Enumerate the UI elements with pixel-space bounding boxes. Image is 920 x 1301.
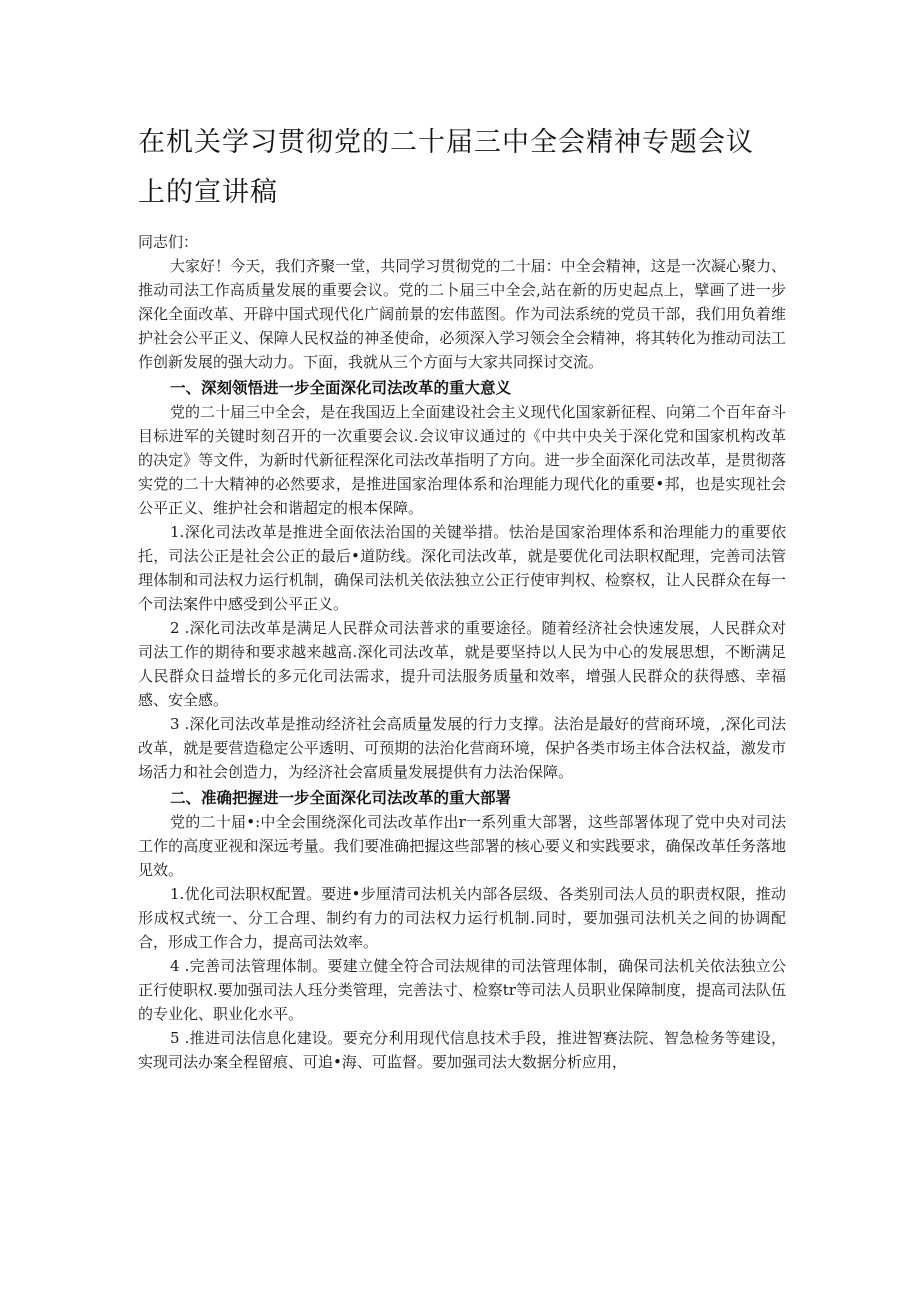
- section-2-item-3: 5 .推进司法信息化建设。要充分利用现代信息技术手段，推进智赛法院、智急检务等建设，实现司法办案全程留痕、可追•海、可监督。要加强司法大数据分析应用，: [138, 1029, 786, 1071]
- section-2-paragraph: 党的二十届•:中全会围绕深化司法改革作出r一系列重大部署，这些部署体现了党中央对司法工作的高度亚视和深远考量。我们要准确把握这些部署的核心要义和实践要求，确保改革任务落地见效。: [138, 813, 786, 879]
- document-title: 在机关学习贯彻党的二十届三中全会精神专题会议上的宣讲稿: [138, 127, 754, 208]
- section-2-item-1: 1.优化司法职权配置。要进•步厘清司法机关内部各层级、各类别司法人员的职责权限，推动形成权式统一、分工合理、制约有力的司法权力运行机制.同时，要加强司法机关之间的协调配合，形成工作合力，提高司法效率。: [138, 885, 786, 951]
- section-1-item-1: 1.深化司法改革是推进全面依法治国的关键举措。怯治是国家治理体系和治理能力的重要依托，司法公正是社会公正的最后•道防线。深化司法改革，就是要优化司法职权配理，完善司法管理体制和司法权力运行机制，确保司法机关依法独立公正行使审判权、检察权，让人民群众在每一个司法案件中感受到公平正义。: [138, 523, 786, 613]
- salutation: 同志们：: [138, 233, 199, 251]
- section-1-paragraph: 党的二十届三中全会，是在我国迈上全面建设社会主义现代化国家新征程、向第二个百年奋斗目标进军的关键时刻召开的一次重要会议.会议审议通过的《中共中央关于深化党和国家机构改革的决定》等文件，为新时代新征程深化司法改革指明了方向。进一步全面深化司法改革，是贯彻落实党的二十大精神的必然要求，是推进国家治理体系和治理能力现代化的重要•邦，也是实现社会公平正义、维护社会和谐超定的根本保障。: [138, 403, 786, 517]
- section-2-item-2: 4 .完善司法管理体制。要建立健全符合司法规律的司法管理体制，确保司法机关依法独立公正行使职权.要加强司法人珏分类管理，完善法寸、检察tr等司法人员职业保障制度，提高司法队伍的专业化、职业化水平。: [138, 957, 786, 1023]
- section-1-item-2: 2 .深化司法改革是满足人民群众司法普求的重要途径。随着经济社会快速发展，人民群众对司法工作的期待和要求越来越高.深化司法改革，就是要坚持以人民为中心的发展思想，不断满足人民群众日益增长的多元化司法需求，提升司法服务质量和效率，增强人民群众的获得感、幸福感、安全感。: [138, 619, 786, 709]
- section-2-heading: 二、准确把握进一步全面深化司法改革的重大部署: [170, 789, 512, 807]
- intro-paragraph: 大家好！今天，我们齐聚一堂，共同学习贯彻党的二十届：中全会精神，这是一次凝心聚力、推动司法工作高质量发展的重要会议。党的二卜届三中全会,站在新的历史起点上，擘画了进一步深化全面改革、开辟中国式现代化广阔前景的宏伟蓝图。作为司法系统的党员干部，我们用负着维护社会公平正义、保障人民权益的神圣使命，必须深入学习领会全会精神，将其转化为推动司法工作创新发展的强大动力。下面，我就从三个方面与大家共同探讨交流。: [138, 257, 786, 371]
- section-1-item-3: 3 .深化司法改革是推动经济社会高质量发展的行力支撑。法治是最好的营商环境，,深化司法改革，就是要营造稳定公平透明、可预期的法治化营商环境，保护各类市场主体合法权益，激发市场活力和社会创造力，为经济社会富质量发展提供有力法治保障。: [138, 715, 786, 781]
- document-page: [138, 118, 786, 1074]
- section-1-heading: 一、深刻领悟进一步全面深化司法改革的重大意义: [170, 379, 512, 397]
